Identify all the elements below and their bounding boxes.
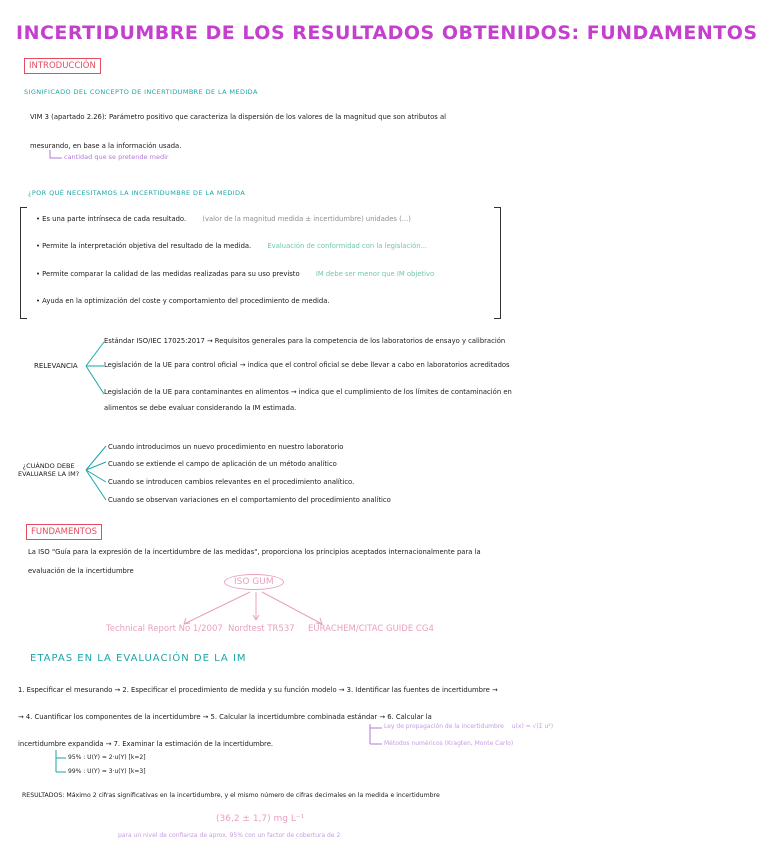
bullet-text: • Permite comparar la calidad de las medidas realizadas para su uso previsto [36, 270, 300, 278]
etapas-branch-icon [368, 722, 384, 748]
mesurando-arrow-icon [48, 150, 64, 162]
ley-propagacion-formula: u(x) = √(Σ u²) [511, 723, 554, 730]
section-label-fundamentos: FUNDAMENTOS [26, 524, 102, 540]
cuando-branch-icon [84, 442, 108, 506]
k-95: 95% : U(Y) = 2·u(Y) [k=2] [68, 754, 146, 761]
bullet-item-4 [36, 297, 330, 305]
porque-heading: ¿POR QUÉ NECESITAMOS LA INCERTIDUMBRE DE LA MEDIDA [28, 189, 246, 197]
bullet-text: • Ayuda en la optimización del coste y comportamiento del procedimiento de medida. [36, 297, 330, 305]
significado-heading: SIGNIFICADO DEL CONCEPTO DE INCERTIDUMBRE DE LA MEDIDA [24, 88, 258, 96]
vim-definition-line1: VIM 3 (apartado 2.26): Parámetro positivo que caracteriza la dispersión de los valores de la magnitud que son atributos al [30, 113, 447, 121]
k-99: 99% : U(Y) = 3·u(Y) [k=3] [68, 768, 146, 775]
bullet-text: • Es una parte intrínseca de cada resultado. [36, 215, 187, 223]
ref-eurachem: EURACHEM/CITAC GUIDE CG4 [308, 624, 434, 634]
cuando-item-1: Cuando introducimos un nuevo procedimiento en nuestro laboratorio [108, 443, 344, 451]
ref-technical-report: Technical Report No 1/2007 [106, 624, 223, 634]
resultado-note: para un nivel de confianza de aprox. 95% con un factor de cobertura de 2 [118, 832, 341, 839]
etapas-line2: → 4. Cuantificar los componentes de la incertidumbre → 5. Calcular la incertidumbre combinada estándar → 6. Calcular la [18, 713, 432, 721]
metodos-numericos: Métodos numéricos (Kragten, Monte Carlo) [384, 740, 514, 747]
etapas-line3: incertidumbre expandida → 7. Examinar la estimación de la incertidumbre. [18, 740, 274, 748]
iso-gum-arrows-icon [170, 590, 340, 628]
relevancia-label: RELEVANCIA [34, 362, 78, 370]
page-title: INCERTIDUMBRE DE LOS RESULTADOS OBTENIDOS: FUNDAMENTOS [16, 22, 758, 44]
bracket-left [20, 207, 27, 319]
fundamentos-line1: La ISO "Guía para la expresión de la incertidumbre de las medidas", proporciona los principios aceptados internacionalmente para la [28, 548, 481, 556]
section-label-introduccion: INTRODUCCIÓN [24, 58, 101, 74]
vim-definition-line2: mesurando, en base a la información usada. [30, 142, 182, 150]
resultados-rule: RESULTADOS: Máximo 2 cifras significativas en la incertidumbre, y el mismo número de cifras decimales en la medida e incertidumbre [22, 792, 440, 799]
bullet-note: (valor de la magnitud medida ± incertidumbre) unidades (...) [202, 215, 411, 223]
cuando-item-4: Cuando se observan variaciones en el comportamiento del procedimiento analítico [108, 496, 391, 504]
bullet-text: • Permite la interpretación objetiva del resultado de la medida. [36, 242, 252, 250]
cuando-label [18, 462, 79, 478]
mesurando-note: cantidad que se pretende medir [64, 153, 169, 161]
ley-propagacion-text: Ley de propagación de la incertidumbre [384, 723, 504, 730]
iso-gum-oval: ISO GUM [224, 574, 284, 590]
ley-propagacion [384, 723, 553, 730]
bullet-note: IM debe ser menor que IM objetivo [315, 270, 435, 278]
bullet-item-3 [36, 270, 434, 278]
relevancia-branch-icon [84, 338, 106, 402]
fundamentos-line2: evaluación de la incertidumbre [28, 567, 134, 575]
relevancia-item-1: Estándar ISO/IEC 17025:2017 → Requisitos generales para la competencia de los laboratorios de ensayo y calibración [104, 337, 506, 345]
k-branch-icon [54, 750, 68, 776]
bullet-note: Evaluación de conformidad con la legislación... [267, 242, 428, 250]
cuando-label-line2: EVALUARSE LA IM? [18, 470, 80, 478]
bracket-right [494, 207, 501, 319]
bullet-item-2 [36, 242, 427, 250]
relevancia-item-2: Legislación de la UE para control oficial → indica que el control oficial se debe llevar a cabo en laboratorios acreditados [104, 361, 510, 369]
cuando-item-2: Cuando se extiende el campo de aplicación de un método analítico [108, 460, 337, 468]
ref-nordtest: Nordtest TR537 [228, 624, 295, 634]
relevancia-item-4: alimentos se debe evaluar considerando la IM estimada. [104, 404, 297, 412]
etapas-line1: 1. Especificar el mesurando → 2. Especificar el procedimiento de medida y su función modelo → 3. Identificar las fuentes de incertidumbre → [18, 686, 498, 694]
relevancia-item-3: Legislación de la UE para contaminantes en alimentos → indica que el cumplimiento de los límites de contaminación en [104, 388, 512, 396]
etapas-heading: ETAPAS EN LA EVALUACIÓN DE LA IM [30, 653, 247, 664]
cuando-label-line1: ¿CUÁNDO DEBE [22, 462, 75, 470]
bullet-item-1 [36, 215, 411, 223]
cuando-item-3: Cuando se introducen cambios relevantes en el procedimiento analítico. [108, 478, 355, 486]
resultado-ejemplo: (36,2 ± 1,7) mg L⁻¹ [216, 814, 305, 824]
